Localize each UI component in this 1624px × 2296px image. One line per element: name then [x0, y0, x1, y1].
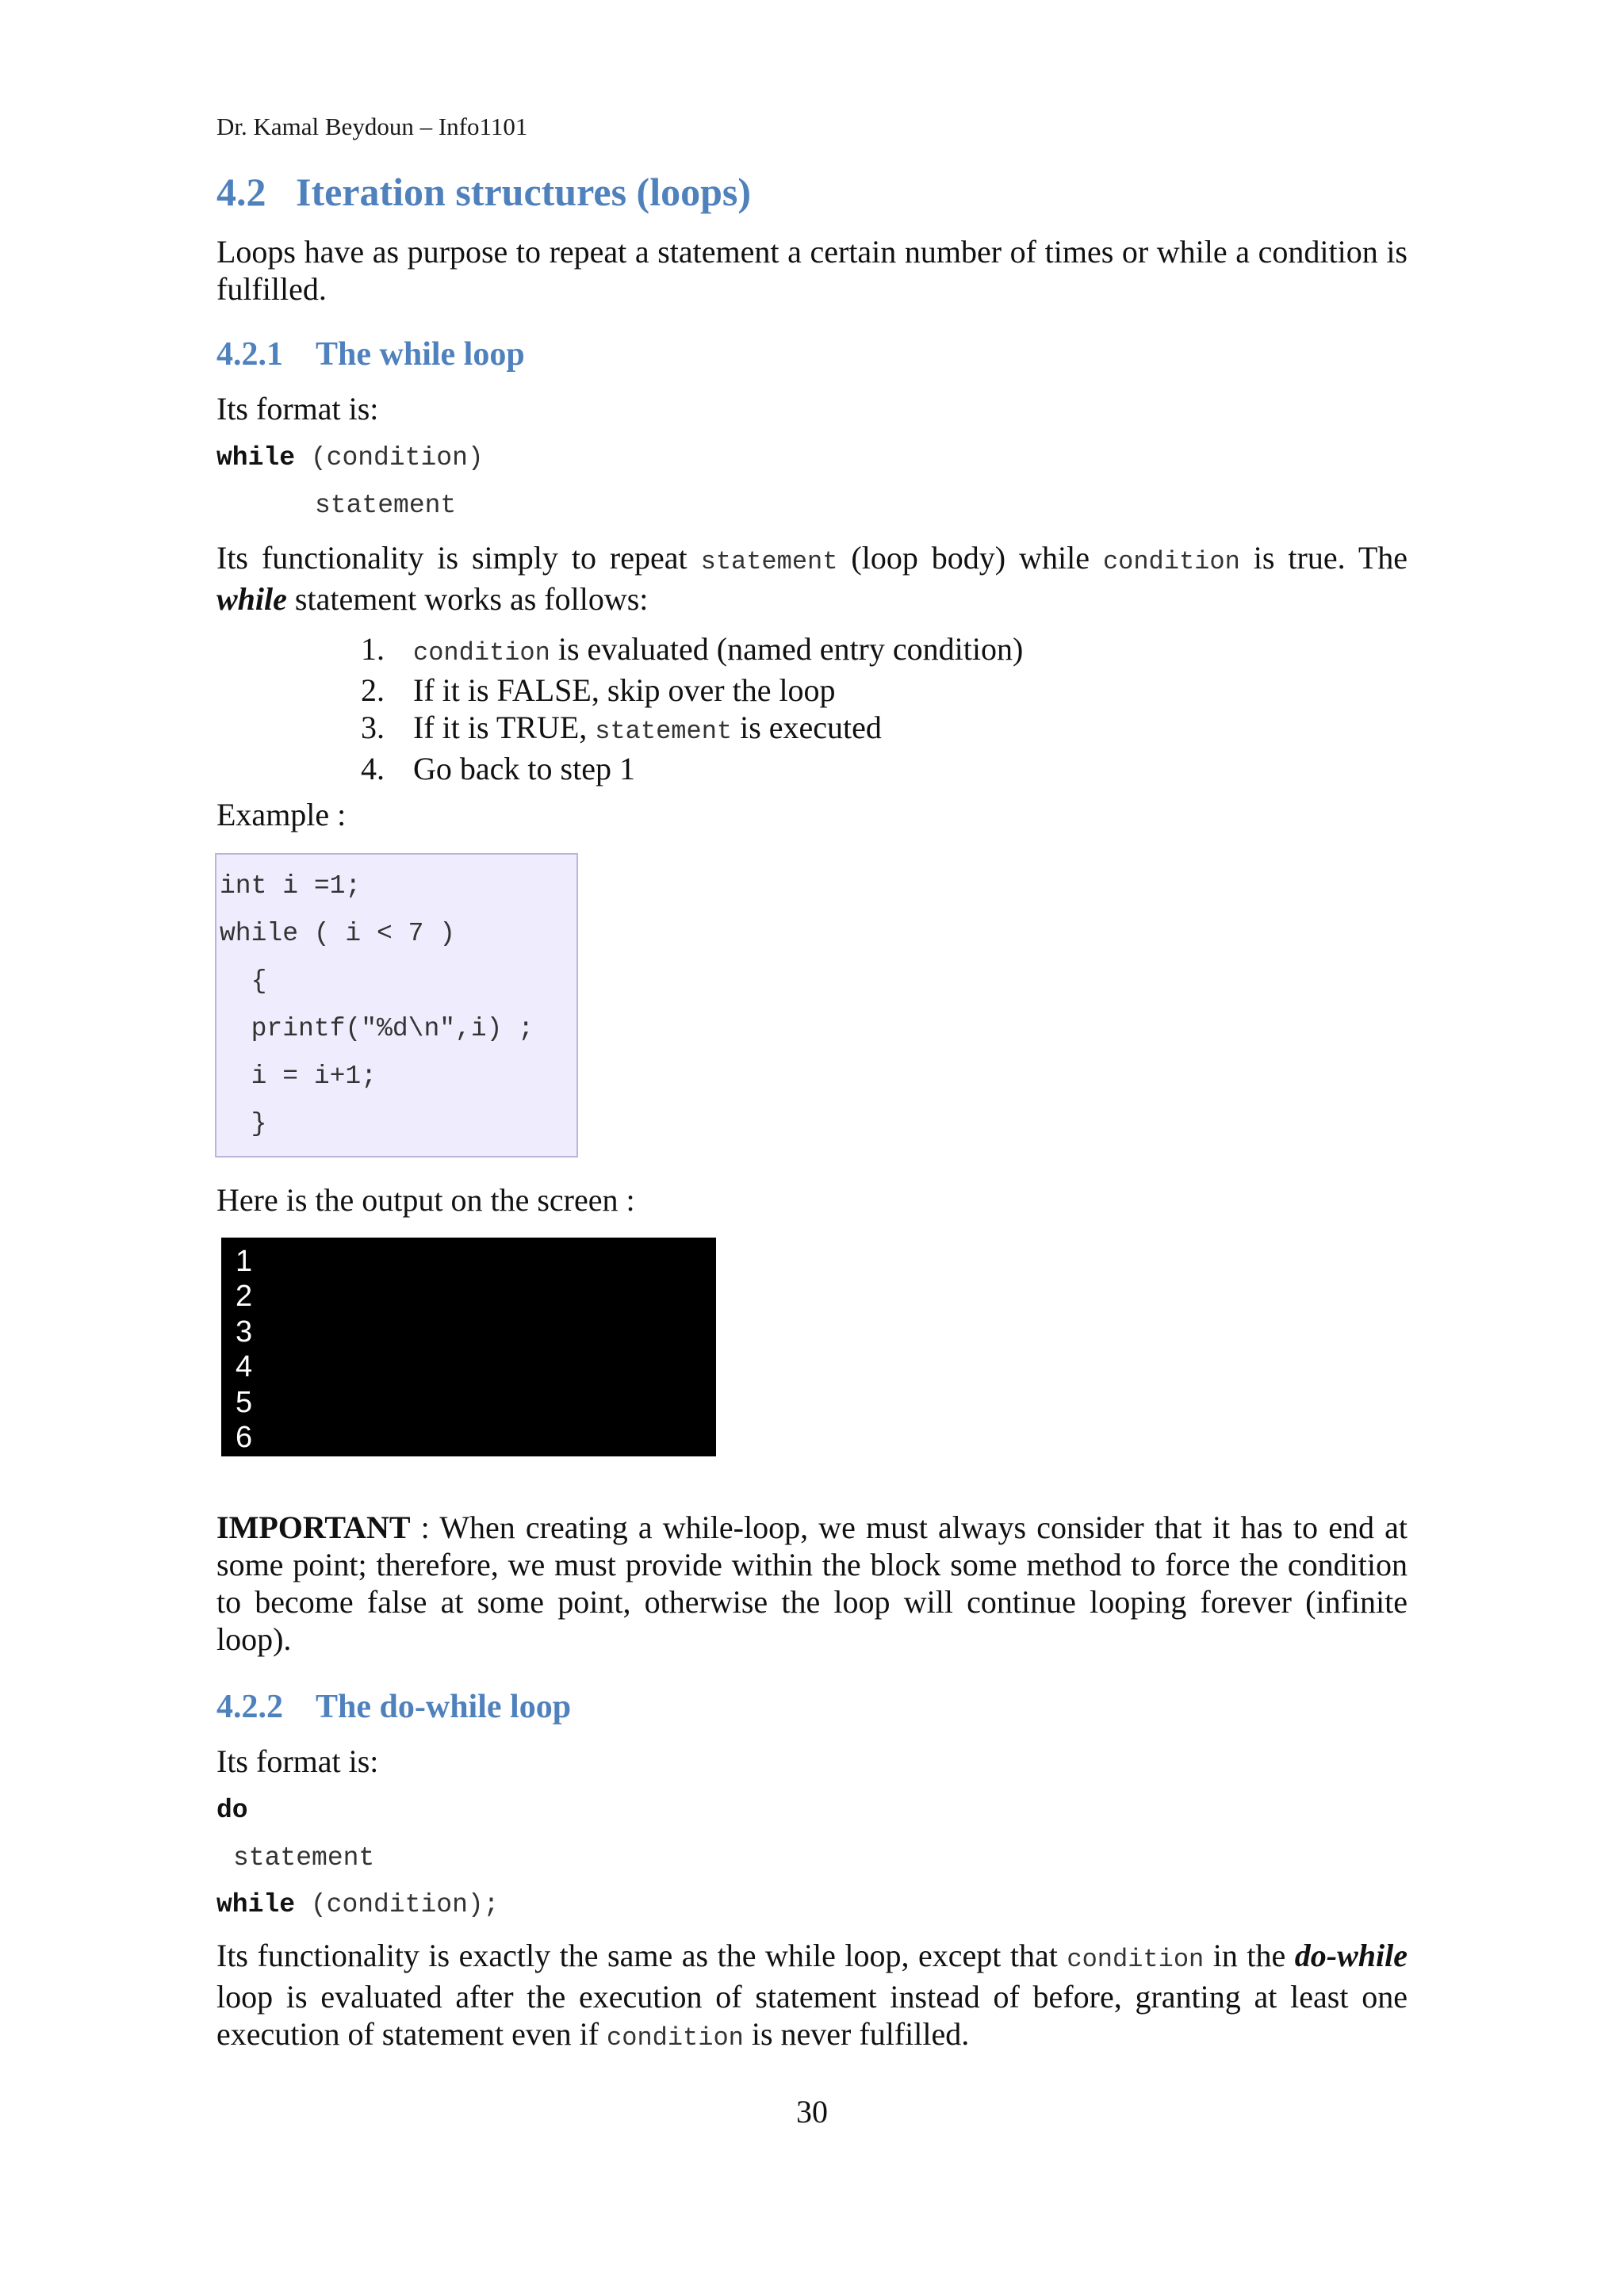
do-syntax-line	[216, 1795, 248, 1827]
do-keyword: do	[216, 1796, 248, 1825]
example-label: Example :	[216, 797, 347, 832]
step-code: statement	[595, 717, 733, 746]
while-description	[216, 539, 1408, 618]
step-number: 1.	[361, 631, 385, 667]
example-code-box	[215, 853, 578, 1158]
while-loop-heading	[216, 333, 525, 376]
do-syntax-statement: statement	[233, 1843, 375, 1873]
do-while-number: 4.2.2	[216, 1689, 283, 1725]
console-output	[221, 1238, 716, 1456]
console-line: 5	[236, 1386, 253, 1419]
step-text: is executed	[732, 710, 882, 745]
list-item	[361, 709, 1471, 750]
step-number: 4.	[361, 751, 385, 786]
console-line: 1	[236, 1245, 253, 1278]
while-desc-text-4: statement works as follows:	[286, 581, 649, 617]
console-line: 4	[236, 1350, 253, 1383]
while-syntax-condition: (condition)	[295, 443, 484, 473]
important-paragraph	[216, 1509, 1408, 1658]
while-keyword: while	[216, 443, 296, 473]
step-number: 3.	[361, 710, 385, 745]
important-label: IMPORTANT	[216, 1510, 411, 1545]
do-while-desc-text-4: is never fulfilled.	[743, 2016, 970, 2052]
console-line: 3	[236, 1315, 253, 1349]
step-text-before: If it is TRUE,	[413, 710, 596, 745]
do-while-desc-text-3: loop is evaluated after the execution of statement instead of before, granting at least one execution of statement even if	[216, 1979, 1408, 2052]
while-desc-code-condition: condition	[1102, 547, 1240, 576]
do-while-syntax-line	[216, 1889, 499, 1921]
while-steps-list	[361, 630, 1471, 787]
list-item	[361, 750, 1471, 787]
while-desc-italic: while	[216, 581, 287, 617]
important-text: : When creating a while-loop, we must always consider that it has to end at some point; therefore, we must provide within the block some method to force the condition to become false at some point, otherwise the loop will continue looping forever (infinite loop).	[216, 1510, 1408, 1657]
step-number: 2.	[361, 672, 385, 708]
while-desc-text-3: is true. The	[1239, 540, 1408, 576]
console-line: 2	[236, 1280, 253, 1313]
do-while-desc-text-2: in the	[1204, 1938, 1295, 1973]
code-line: printf("%d\n",i) ;	[220, 1014, 534, 1043]
output-label: Here is the output on the screen :	[216, 1182, 635, 1218]
while-syntax-statement: statement	[315, 491, 457, 520]
do-while-description	[216, 1937, 1408, 2057]
do-while-desc-code-condition: condition	[1067, 1945, 1205, 1974]
do-while-desc-italic: do-while	[1294, 1938, 1408, 1973]
code-line: {	[220, 966, 267, 996]
do-while-desc-text-1: Its functionality is exactly the same as the while loop, except that	[216, 1938, 1067, 1973]
page-number: 30	[796, 2094, 828, 2130]
list-item	[361, 630, 1471, 672]
step-text: If it is FALSE, skip over the loop	[413, 672, 836, 708]
while-desc-code-statement: statement	[700, 547, 838, 576]
while-format-label: Its format is:	[216, 391, 379, 427]
list-item	[361, 672, 1471, 709]
code-line: while ( i < 7 )	[220, 919, 456, 948]
while-loop-number: 4.2.1	[216, 336, 283, 373]
code-line: int i =1;	[220, 871, 362, 901]
while-desc-text-1: Its functionality is simply to repeat	[216, 540, 701, 576]
step-text: Go back to step 1	[413, 751, 635, 786]
do-while-syntax-condition: (condition);	[295, 1890, 500, 1919]
do-while-heading	[216, 1686, 571, 1728]
section-number: 4.2	[216, 170, 266, 214]
while-keyword: while	[216, 1890, 296, 1919]
do-while-title: The do-while loop	[316, 1689, 572, 1725]
console-line: 6	[236, 1421, 253, 1454]
intro-paragraph: Loops have as purpose to repeat a statement a certain number of times or while a condition is fulfilled.	[216, 234, 1408, 307]
section-title: Iteration structures (loops)	[296, 170, 751, 214]
step-text: is evaluated (named entry condition)	[550, 631, 1024, 667]
page-header: Dr. Kamal Beydoun – Info1101	[216, 113, 528, 140]
while-desc-text-2: (loop body) while	[837, 540, 1103, 576]
while-syntax-line	[216, 442, 484, 474]
code-line: }	[220, 1109, 267, 1138]
step-code: condition	[413, 638, 550, 668]
do-while-format-label: Its format is:	[216, 1743, 379, 1779]
section-heading	[216, 166, 751, 217]
code-line: i = i+1;	[220, 1062, 377, 1091]
while-loop-title: The while loop	[316, 336, 525, 373]
do-while-desc-code-condition-2: condition	[607, 2023, 744, 2053]
